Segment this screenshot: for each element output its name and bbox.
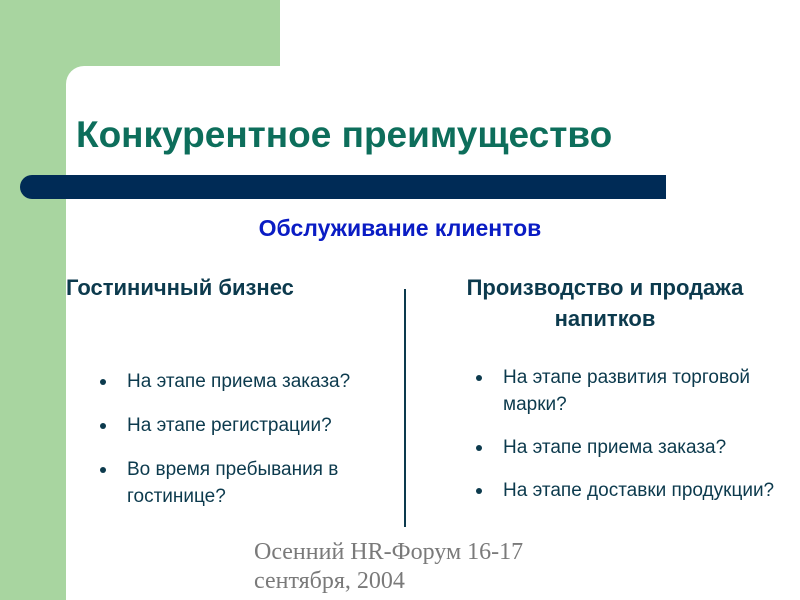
footer-line-date: сентября, 2004 bbox=[254, 568, 405, 594]
list-item-text: Во время пребывания в гостинице? bbox=[127, 459, 339, 507]
list-item bbox=[474, 477, 794, 504]
slide-subtitle: Обслуживание клиентов bbox=[258, 215, 542, 241]
column-divider bbox=[404, 289, 406, 527]
right-bullet-list bbox=[474, 364, 794, 520]
list-item bbox=[98, 368, 357, 395]
slide-footer bbox=[254, 538, 523, 596]
list-item-text: На этапе приема заказа? bbox=[127, 371, 351, 392]
list-item-text: На этапе доставки продукции? bbox=[503, 480, 775, 501]
title-underline-bar bbox=[20, 175, 666, 199]
list-item-text: На этапе приема заказа? bbox=[503, 437, 727, 458]
list-item bbox=[474, 434, 794, 461]
list-item bbox=[98, 412, 398, 439]
left-column-heading: Гостиничный бизнес bbox=[66, 275, 294, 300]
footer-line-event: Осенний HR-Форум 16-17 bbox=[254, 539, 524, 565]
bullet-icon bbox=[476, 445, 482, 451]
list-item bbox=[98, 456, 398, 510]
bullet-icon bbox=[476, 488, 482, 494]
list-item-text: На этапе регистрации? bbox=[127, 415, 332, 436]
bullet-icon bbox=[100, 423, 106, 429]
bullet-icon bbox=[476, 375, 482, 381]
bullet-icon bbox=[100, 379, 106, 385]
list-item-text: На этапе развития торговой марки? bbox=[503, 367, 751, 415]
left-bullet-list bbox=[98, 368, 398, 527]
slide-title: Конкурентное преимущество bbox=[76, 114, 613, 155]
bullet-icon bbox=[100, 467, 106, 473]
list-item bbox=[474, 364, 794, 418]
right-column-heading: Производство и продажа напитков bbox=[466, 275, 744, 331]
